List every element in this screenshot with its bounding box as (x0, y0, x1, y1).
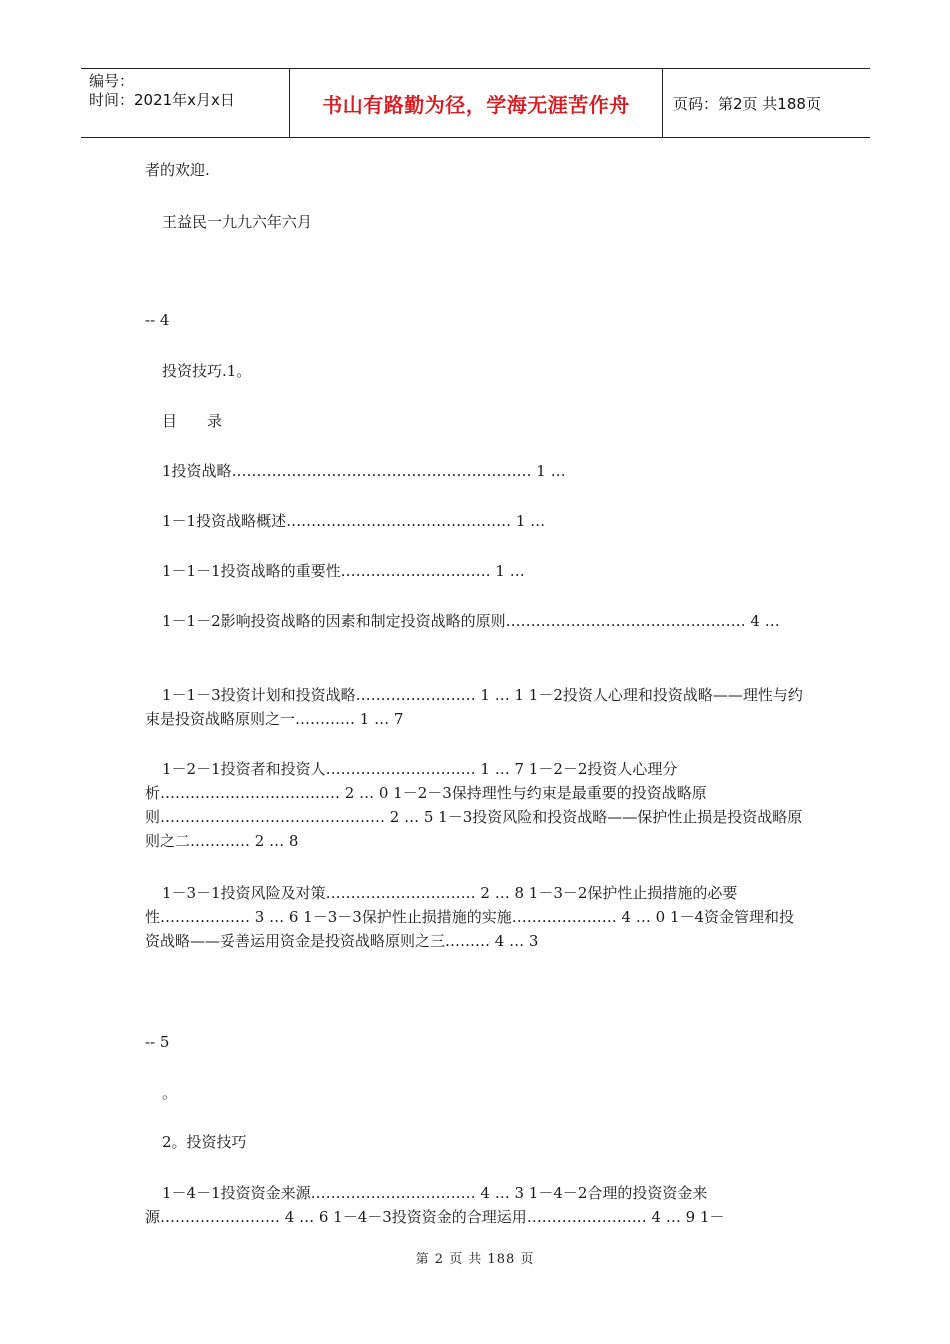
toc-entry-1: 1投资战略…………………………………………………… 1 … (162, 462, 566, 480)
toc-title: 目 录 (162, 412, 223, 430)
body-line-2: 王益民一九九六年六月 (162, 213, 313, 231)
number-label: 编号： (89, 72, 135, 90)
toc-entry-2: 1－1投资战略概述……………………………………… 1 … (162, 512, 546, 530)
page-marker-5: -- 5 (145, 1033, 170, 1051)
toc-entry-4: 1－1－2影响投资战略的因素和制定投资战略的原则………………………………………… 4 … (162, 612, 780, 630)
page-footer: 第 2 页 共 188 页 (415, 1252, 535, 1267)
toc-entry-3: 1－1－1投资战略的重要性………………………… 1 … (162, 562, 525, 580)
toc-entry-5: 1－1－3投资计划和投资战略…………………… 1 … 1 1－2投资人心理和投资战略——理性与约束是投资战略原则之一………… 1 … 7 (145, 686, 803, 728)
time-label: 时间：2021年x月x日 (89, 91, 235, 109)
header-meta (81, 69, 290, 137)
toc-entry-6: 1－2－1投资者和投资人………………………… 1 … 7 1－2－2投资人心理分析……………………………… 2 … 0 1－2－3保持理性与约束是最重要的投资战略原则……………………………………… 2 … 5 1－3投资风险和投资战略——保护性止损是投资战略原则之二………… 2 … 8 (145, 760, 803, 850)
header-page-info: 页码：第2页 共188页 (673, 94, 821, 113)
body-line-4: 。 (162, 1084, 178, 1102)
body-line-5: 2。投资技巧 (162, 1133, 247, 1151)
toc-entry-7: 1－3－1投资风险及对策………………………… 2 … 8 1－3－2保护性止损措施的必要性……………… 3 … 6 1－3－3保护性止损措施的实施………………… 4 … 0 1－4资金管理和投资战略——妥善运用资金是投资战略原则之三……… 4 … 3 (145, 884, 795, 950)
page-marker-4: -- 4 (145, 311, 170, 329)
document-header (81, 68, 870, 138)
body-line-3: 投资技巧.1。 (162, 362, 252, 380)
body-line-1: 者的欢迎. (145, 161, 210, 179)
header-motto: 书山有路勤为径，学海无涯苦作舟 (290, 69, 663, 137)
toc-entry-8: 1－4－1投资资金来源…………………………… 4 … 3 1－4－2合理的投资资金来源…………………… 4 … 6 1－4－3投资资金的合理运用…………………… 4 … 9 1－ (145, 1184, 725, 1226)
